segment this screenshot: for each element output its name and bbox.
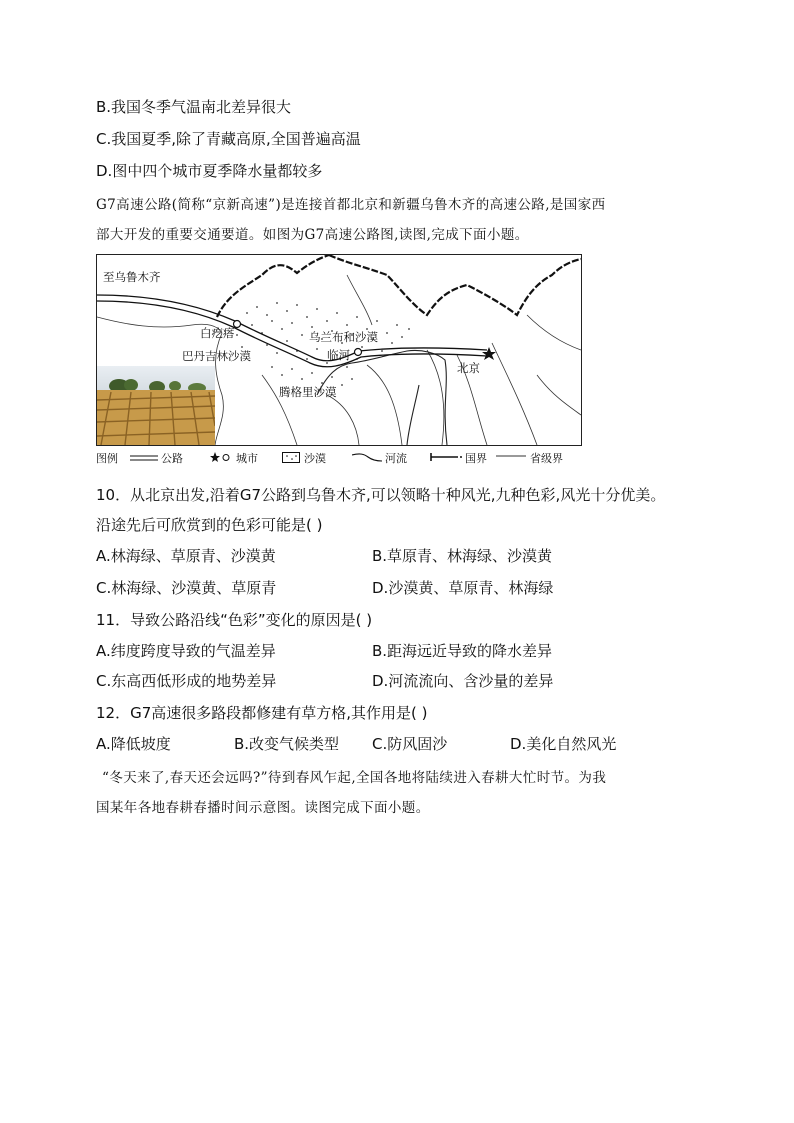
q10-stem-line2: 沿途先后可欣赏到的色彩可能是( )	[96, 516, 323, 534]
q10-stem-line1: 10．从北京出发,沿着G7公路到乌鲁木齐,可以领略十种风光,九种色彩,风光十分优美。	[96, 486, 666, 504]
legend-title: 图例	[96, 452, 118, 465]
q10-option-b: B.草原青、林海绿、沙漠黄	[372, 547, 553, 565]
label-ulan-buh-desert: 乌兰布和沙漠	[309, 330, 378, 344]
legend-province-border: 省级界	[530, 452, 563, 465]
national-border	[217, 255, 581, 317]
option-b-prev: B.我国冬季气温南北差异很大	[96, 98, 292, 116]
q11-option-d: D.河流流向、含沙量的差异	[372, 672, 554, 690]
label-tengger-desert: 腾格里沙漠	[279, 385, 337, 399]
q12-option-d: D.美化自然风光	[510, 735, 617, 753]
q12-option-b: B.改变气候类型	[234, 735, 340, 753]
q11-option-a: A.纬度跨度导致的气温差异	[96, 642, 276, 660]
g7-highway-map	[96, 254, 582, 446]
q11-stem: 11．导致公路沿线“色彩”变化的原因是( )	[96, 611, 373, 629]
option-c-prev: C.我国夏季,除了青藏高原,全国普遍高温	[96, 130, 361, 148]
option-d-prev: D.图中四个城市夏季降水量都较多	[96, 162, 323, 180]
map-legend	[96, 450, 580, 466]
intro-paragraph-line2: 部大开发的重要交通要道。如图为G7高速公路图,读图,完成下面小题。	[96, 227, 529, 243]
legend-road: 公路	[161, 452, 183, 465]
river-legend-icon	[352, 452, 382, 463]
legend-city: 城市	[236, 452, 258, 465]
city-legend-icon	[210, 452, 232, 463]
label-to-urumqi: 至乌鲁木齐	[103, 270, 161, 284]
grass-checkerboard-photo	[97, 366, 215, 445]
border-legend-icon	[430, 452, 462, 463]
q10-option-c: C.林海绿、沙漠黄、草原青	[96, 579, 277, 597]
intro2-paragraph-line2: 国某年各地春耕春播时间示意图。读图完成下面小题。	[96, 800, 430, 816]
label-baijiangta: 白疙瘩	[200, 326, 235, 340]
q11-option-c: C.东高西低形成的地势差异	[96, 672, 277, 690]
q12-option-c: C.防风固沙	[372, 735, 448, 753]
legend-national-border: 国界	[465, 452, 487, 465]
road-legend-icon	[130, 454, 158, 462]
province-legend-icon	[496, 454, 526, 458]
label-linhe: 临河	[327, 348, 350, 362]
q10-option-a: A.林海绿、草原青、沙漠黄	[96, 547, 276, 565]
intro2-paragraph-line1: “冬天来了,春天还会远吗?”待到春风乍起,全国各地将陆续进入春耕大忙时节。为我	[102, 770, 607, 786]
intro-paragraph-line1: G7高速公路(简称“京新高速”)是连接首都北京和新疆乌鲁木齐的高速公路,是国家西	[96, 197, 606, 213]
q12-stem: 12．G7高速很多路段都修建有草方格,其作用是( )	[96, 704, 428, 722]
legend-river: 河流	[385, 452, 407, 465]
label-beijing: 北京	[457, 361, 480, 375]
q10-option-d: D.沙漠黄、草原青、林海绿	[372, 579, 554, 597]
desert-legend-icon	[282, 452, 300, 463]
legend-desert: 沙漠	[304, 452, 326, 465]
q12-option-a: A.降低坡度	[96, 735, 171, 753]
g7-highway	[97, 295, 487, 367]
label-badain-jaran-desert: 巴丹吉林沙漠	[182, 349, 251, 363]
q11-option-b: B.距海远近导致的降水差异	[372, 642, 553, 660]
